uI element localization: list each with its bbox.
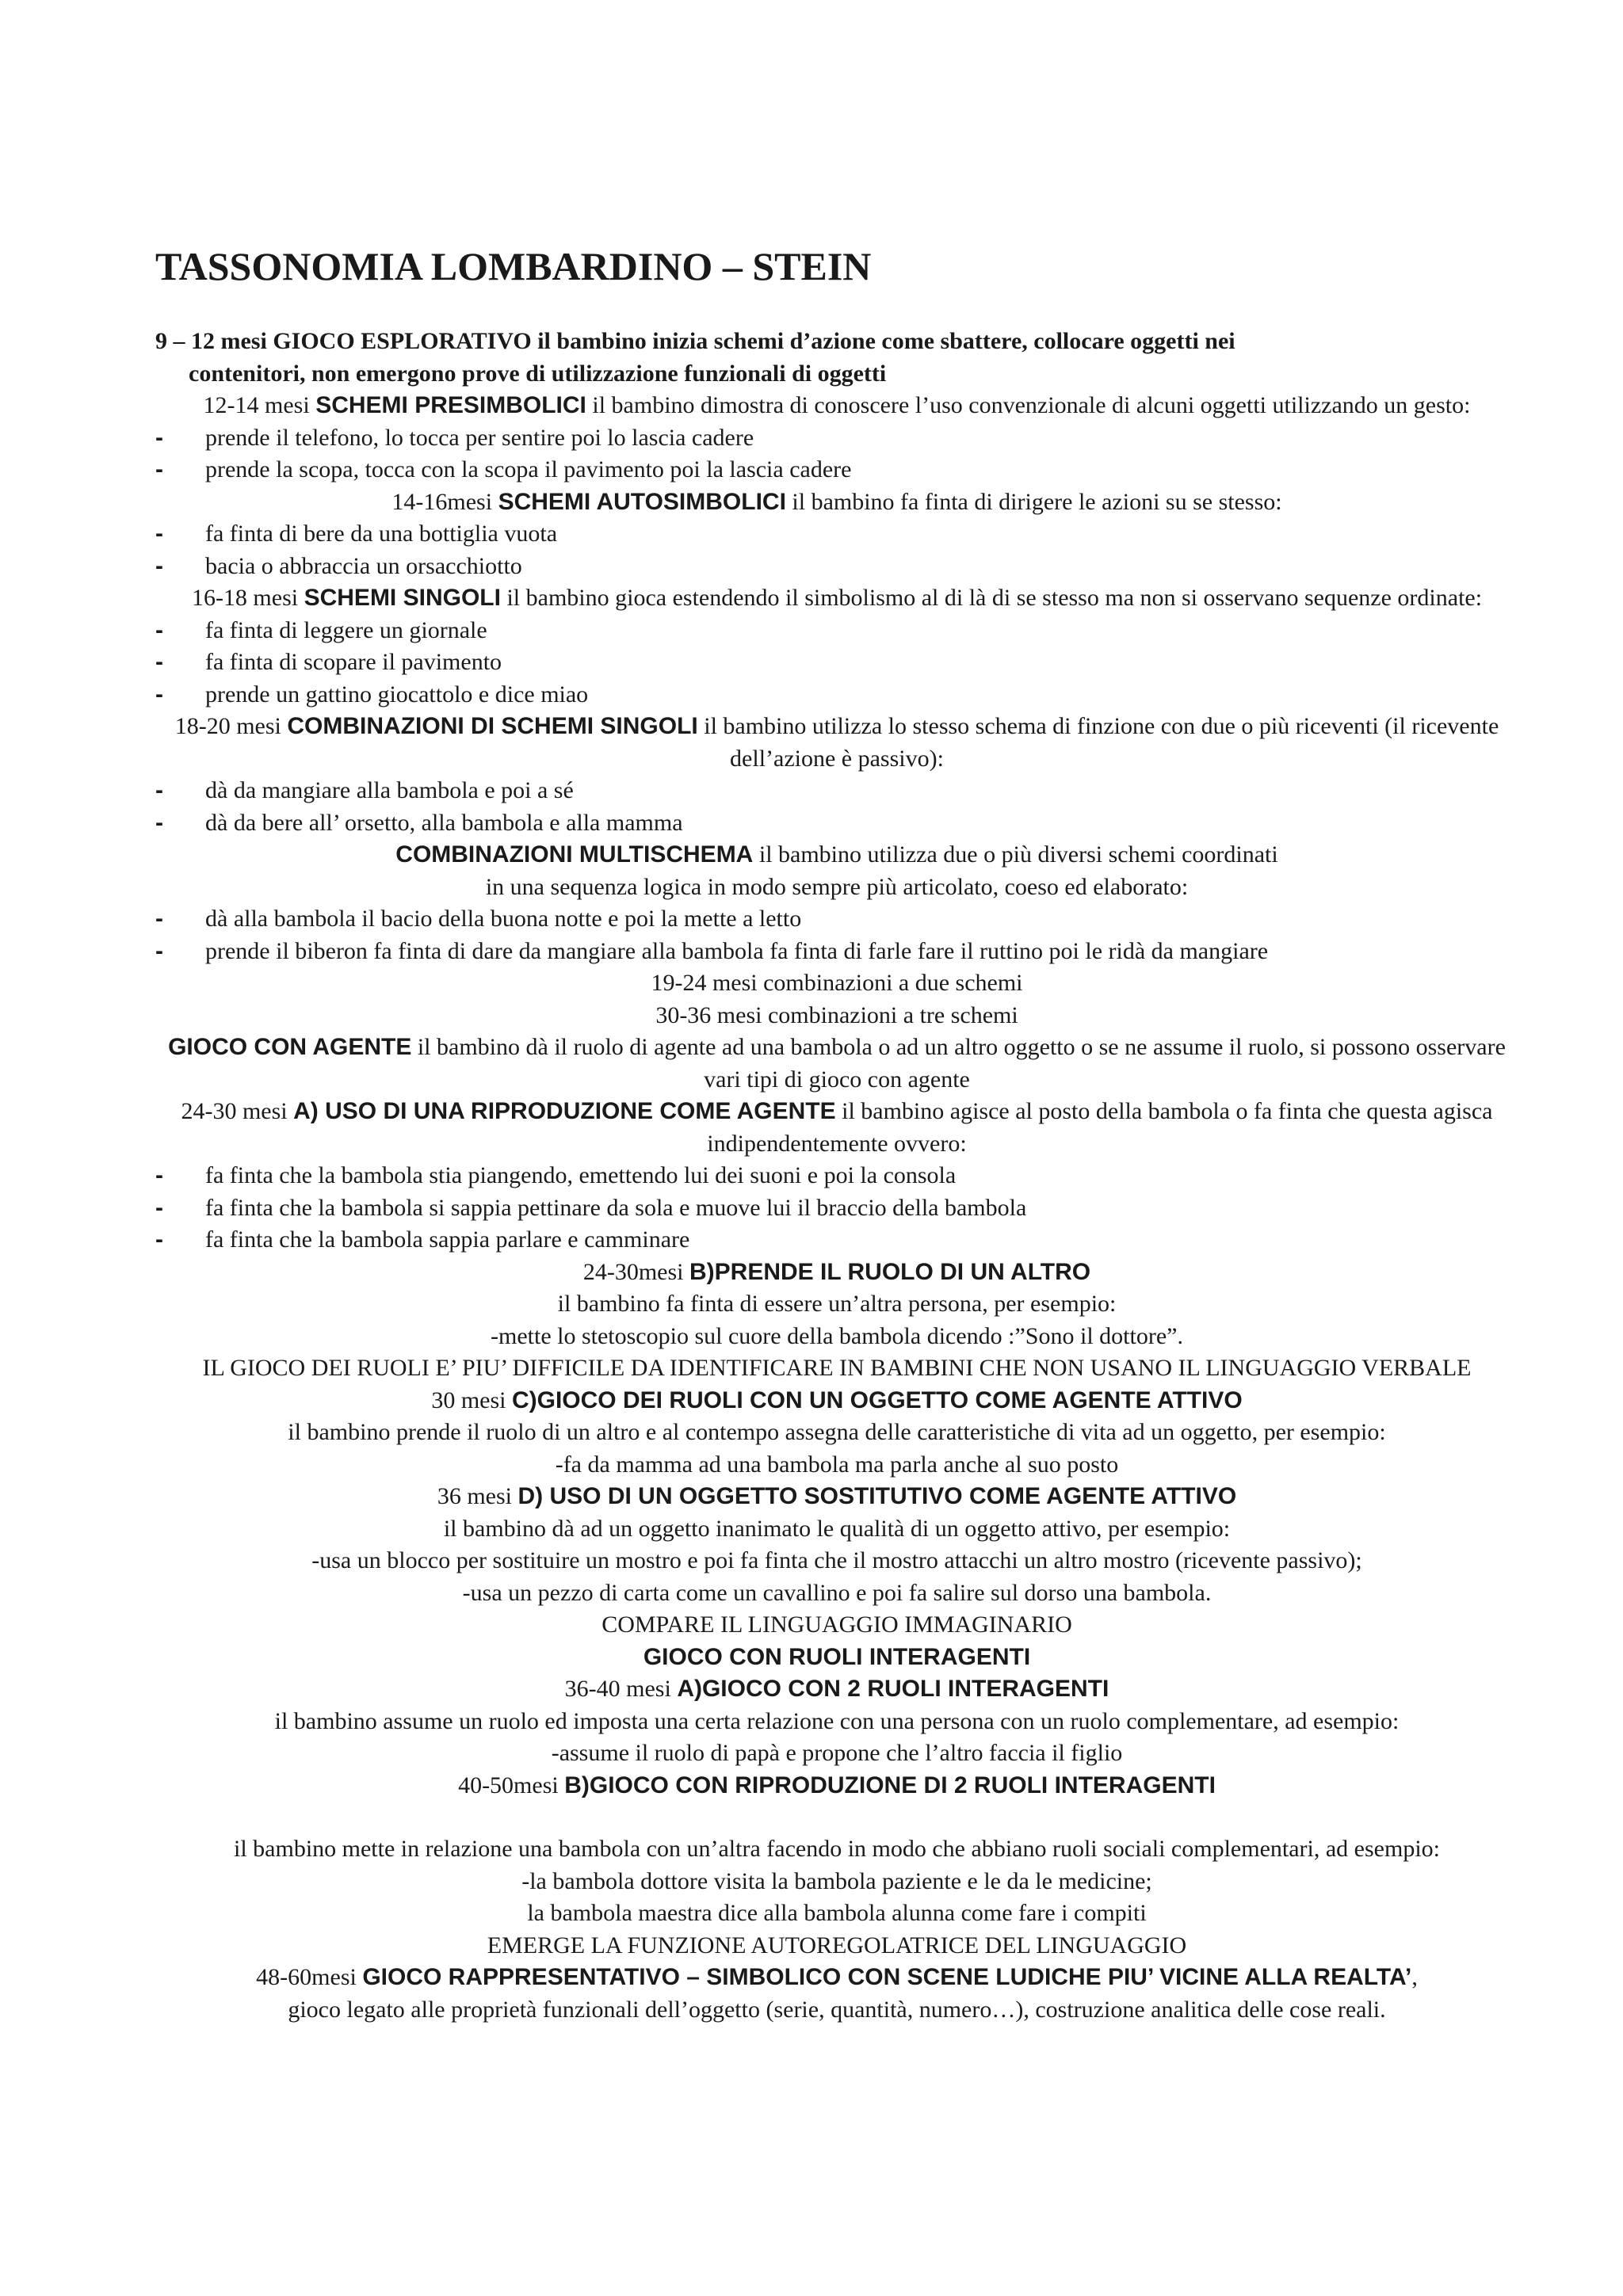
list-item-text: prende la scopa, tocca con la scopa il pavimento poi la lascia cadere (205, 456, 852, 482)
age-range: 16-18 mesi (191, 585, 304, 611)
list-item (155, 903, 1518, 936)
section-combinazioni-multischema (155, 839, 1518, 871)
age-range: 14-16mesi (391, 488, 498, 515)
list-item (155, 551, 1518, 583)
stage-description-line: il bambino dà ad un oggetto inanimato le qualità di un oggetto attivo, per esempio: (443, 1515, 1231, 1542)
list-item-text: prende il biberon fa finta di dare da mangiare alla bambola fa finta di farle fare il ruttino poi le ridà da mangiare (205, 937, 1269, 964)
section-schemi-autosimbolici (155, 486, 1518, 519)
bullet-dash: - (155, 809, 163, 836)
stage-name: C)GIOCO DEI RUOLI CON UN OGGETTO COME AGENTE ATTIVO (511, 1386, 1243, 1413)
list-item (155, 422, 1518, 455)
bullet-dash: - (155, 1162, 163, 1188)
list-item (155, 679, 1518, 711)
section-gioco-con-agente (155, 1032, 1518, 1096)
stage-description: il bambino utilizza lo stesso schema di finzione con due o più riceventi (il ricevente dell’azione è passivo): (697, 713, 1499, 772)
example-line: -usa un pezzo di carta come un cavallino e poi fa salire sul dorso una bambola. (462, 1579, 1212, 1606)
age-range: 24-30mesi (582, 1258, 690, 1285)
bullet-dash: - (155, 521, 163, 547)
list-item (155, 775, 1518, 807)
stage-name: A) USO DI UNA RIPRODUZIONE COME AGENTE (293, 1098, 836, 1124)
age-note: 19-24 mesi combinazioni a due schemi (651, 970, 1023, 996)
stage-description-line: in una sequenza logica in modo sempre più articolato, coeso ed elaborato: (485, 873, 1189, 900)
list-item-text: fa finta di leggere un giornale (205, 616, 487, 643)
list-item (155, 936, 1518, 968)
age-range: 36 mesi (437, 1483, 518, 1509)
section-riproduzione-due-ruoli (155, 1770, 1518, 1802)
stage-description-line: il bambino prende il ruolo di un altro e al contempo assegna delle caratteristiche di vita ad un oggetto, per esempio: (288, 1419, 1386, 1445)
stage-name: SCHEMI AUTOSIMBOLICI (498, 488, 786, 515)
section-ruoli-oggetto-agente-attivo (155, 1385, 1518, 1417)
stage-description: il bambino fa finta di dirigere le azioni su se stesso: (785, 488, 1282, 515)
stage-name: SCHEMI SINGOLI (304, 585, 501, 611)
list-item (155, 1192, 1518, 1225)
note-uppercase: COMPARE IL LINGUAGGIO IMMAGINARIO (601, 1611, 1072, 1638)
section-heading-ruoli-interagenti: GIOCO CON RUOLI INTERAGENTI (643, 1643, 1031, 1670)
document-body (155, 326, 1518, 2026)
stage-name: B)PRENDE IL RUOLO DI UN ALTRO (689, 1258, 1091, 1285)
example-line: la bambola maestra dice alla bambola alunna come fare i compiti (527, 1900, 1147, 1926)
stage-description: il bambino gioca estendendo il simbolismo al di là di se stesso ma non si osservano sequenze ordinate: (500, 585, 1483, 611)
note-uppercase: IL GIOCO DEI RUOLI E’ PIU’ DIFFICILE DA IDENTIFICARE IN BAMBINI CHE NON USANO IL LINGUAGGIO VERBALE (202, 1355, 1472, 1381)
stage-description-line: il bambino fa finta di essere un’altra persona, per esempio: (557, 1291, 1117, 1317)
example-line: -usa un blocco per sostituire un mostro e poi fa finta che il mostro attacchi un altro mostro (ricevente passivo); (311, 1547, 1362, 1573)
stage-name: A)GIOCO CON 2 RUOLI INTERAGENTI (677, 1676, 1109, 1702)
example-line: -la bambola dottore visita la bambola paziente e le da le medicine; (521, 1867, 1152, 1894)
list-item-text: fa finta che la bambola stia piangendo, emettendo lui dei suoni e poi la consola (205, 1162, 957, 1188)
section-oggetto-sostitutivo (155, 1481, 1518, 1513)
list-item-text: prende un gattino giocattolo e dice miao (205, 681, 589, 707)
bullet-dash: - (155, 777, 163, 803)
stage-punctuation: , (1411, 1964, 1418, 1990)
intro-line-1: 9 – 12 mesi GIOCO ESPLORATIVO il bambino inizia schemi d’azione come sbattere, collocare oggetti nei (155, 328, 1235, 354)
bullet-dash: - (155, 1226, 163, 1253)
section-combinazioni-schemi-singoli (155, 711, 1518, 775)
section-gioco-rappresentativo (155, 1962, 1518, 1994)
example-line: -mette lo stetoscopio sul cuore della bambola dicendo :”Sono il dottore”. (491, 1322, 1183, 1349)
stage-description-line: il bambino assume un ruolo ed imposta una certa relazione con una persona con un ruolo complementare, ad esempio: (274, 1707, 1400, 1734)
age-range: 12-14 mesi (203, 392, 316, 418)
list-item (155, 454, 1518, 486)
page-title: TASSONOMIA LOMBARDINO – STEIN (155, 244, 872, 288)
age-range: 36-40 mesi (564, 1676, 678, 1702)
stage-name: GIOCO RAPPRESENTATIVO – SIMBOLICO CON SCENE LUDICHE PIU’ VICINE ALLA REALTA’ (362, 1964, 1412, 1990)
stage-description: il bambino agisce al posto della bambola o fa finta che questa agisca indipendentemente ovvero: (707, 1098, 1493, 1157)
list-item (155, 1224, 1518, 1257)
list-item (155, 1160, 1518, 1192)
stage-description-line: il bambino mette in relazione una bambola con un’altra facendo in modo che abbiano ruoli sociali complementari, ad esempio: (234, 1836, 1440, 1862)
list-item-text: dà da mangiare alla bambola e poi a sé (205, 777, 574, 803)
section-schemi-singoli (155, 582, 1518, 615)
list-item (155, 807, 1518, 840)
list-item-text: fa finta che la bambola si sappia pettinare da sola e muove lui il braccio della bambola (205, 1194, 1027, 1221)
stage-name: GIOCO CON AGENTE (168, 1034, 412, 1060)
intro-line-2: contenitori, non emergono prove di utilizzazione funzionali di oggetti (189, 360, 887, 387)
stage-description: il bambino dà il ruolo di agente ad una bambola o ad un altro oggetto o se ne assume il ruolo, si possono osservare vari tipi di gioco con agente (411, 1034, 1506, 1093)
section-schemi-presimbolici (155, 390, 1518, 422)
section-riproduzione-come-agente (155, 1096, 1518, 1160)
list-item-text: prende il telefono, lo tocca per sentire poi lo lascia cadere (205, 424, 754, 451)
age-note: 30-36 mesi combinazioni a tre schemi (655, 1001, 1018, 1028)
bullet-dash: - (155, 552, 163, 579)
stage-name: D) USO DI UN OGGETTO SOSTITUTIVO COME AGENTE ATTIVO (517, 1483, 1237, 1509)
blank-line (155, 1802, 1518, 1833)
stage-name: SCHEMI PRESIMBOLICI (315, 392, 586, 418)
stage-description: il bambino dimostra di conoscere l’uso convenzionale di alcuni oggetti utilizzando un gesto: (586, 392, 1471, 418)
list-item-text: dà alla bambola il bacio della buona notte e poi la mette a letto (205, 906, 802, 932)
age-range: 48-60mesi (256, 1964, 363, 1990)
age-range: 24-30 mesi (181, 1098, 294, 1124)
bullet-dash: - (155, 616, 163, 643)
example-line: -fa da mamma ad una bambola ma parla anche al suo posto (555, 1451, 1119, 1478)
example-line: -assume il ruolo di papà e propone che l’altro faccia il figlio (551, 1740, 1123, 1766)
list-item-text: bacia o abbraccia un orsacchiotto (205, 552, 522, 579)
bullet-dash: - (155, 424, 163, 451)
list-item-text: dà da bere all’ orsetto, alla bambola e alla mamma (205, 809, 683, 836)
age-range: 40-50mesi (458, 1772, 565, 1798)
bullet-dash: - (155, 649, 163, 675)
stage-name: COMBINAZIONI DI SCHEMI SINGOLI (287, 713, 698, 739)
bullet-dash: - (155, 681, 163, 707)
age-range: 30 mesi (431, 1386, 512, 1413)
stage-description-line: gioco legato alle proprietà funzionali dell’oggetto (serie, quantità, numero…), costruzione analitica delle cose reali. (288, 1996, 1386, 2023)
age-range: 18-20 mesi (174, 713, 288, 739)
list-item-text: fa finta che la bambola sappia parlare e camminare (205, 1226, 690, 1253)
section-due-ruoli-interagenti (155, 1673, 1518, 1706)
list-item (155, 646, 1518, 679)
section-ruolo-di-un-altro (155, 1257, 1518, 1289)
bullet-dash: - (155, 1194, 163, 1221)
list-item (155, 518, 1518, 551)
note-uppercase: EMERGE LA FUNZIONE AUTOREGOLATRICE DEL LINGUAGGIO (487, 1932, 1187, 1958)
bullet-dash: - (155, 456, 163, 482)
bullet-dash: - (155, 937, 163, 964)
stage-name: B)GIOCO CON RIPRODUZIONE DI 2 RUOLI INTERAGENTI (564, 1772, 1216, 1798)
stage-description: il bambino utilizza due o più diversi schemi coordinati (753, 841, 1278, 868)
list-item (155, 615, 1518, 647)
list-item-text: fa finta di bere da una bottiglia vuota (205, 521, 558, 547)
bullet-dash: - (155, 906, 163, 932)
list-item-text: fa finta di scopare il pavimento (205, 649, 502, 675)
stage-name: COMBINAZIONI MULTISCHEMA (395, 841, 754, 868)
